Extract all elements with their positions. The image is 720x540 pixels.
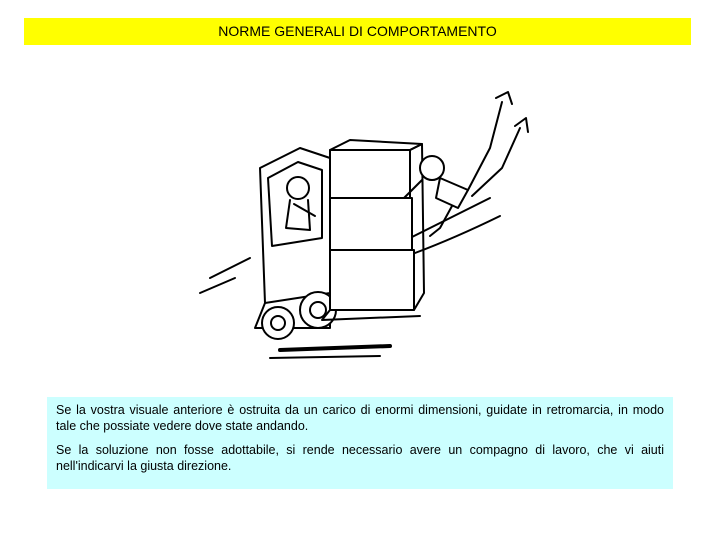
driver [286, 177, 315, 230]
paragraph-2: Se la soluzione non fosse adottabile, si rende necessario avere un compagno di lavoro, che vi aiuti nell'indicarvi la giusta direzione. [56, 443, 664, 473]
slide-title: NORME GENERALI DI COMPORTAMENTO [24, 18, 691, 45]
forklift-illustration [190, 88, 530, 368]
paragraph-1: Se la vostra visuale anteriore è ostruita da un carico di enormi dimensioni, guidate in retromarcia, in modo tale che possiate vedere dove state andando. [56, 403, 664, 433]
load-boxes [322, 140, 424, 320]
instruction-text-box [47, 397, 673, 489]
